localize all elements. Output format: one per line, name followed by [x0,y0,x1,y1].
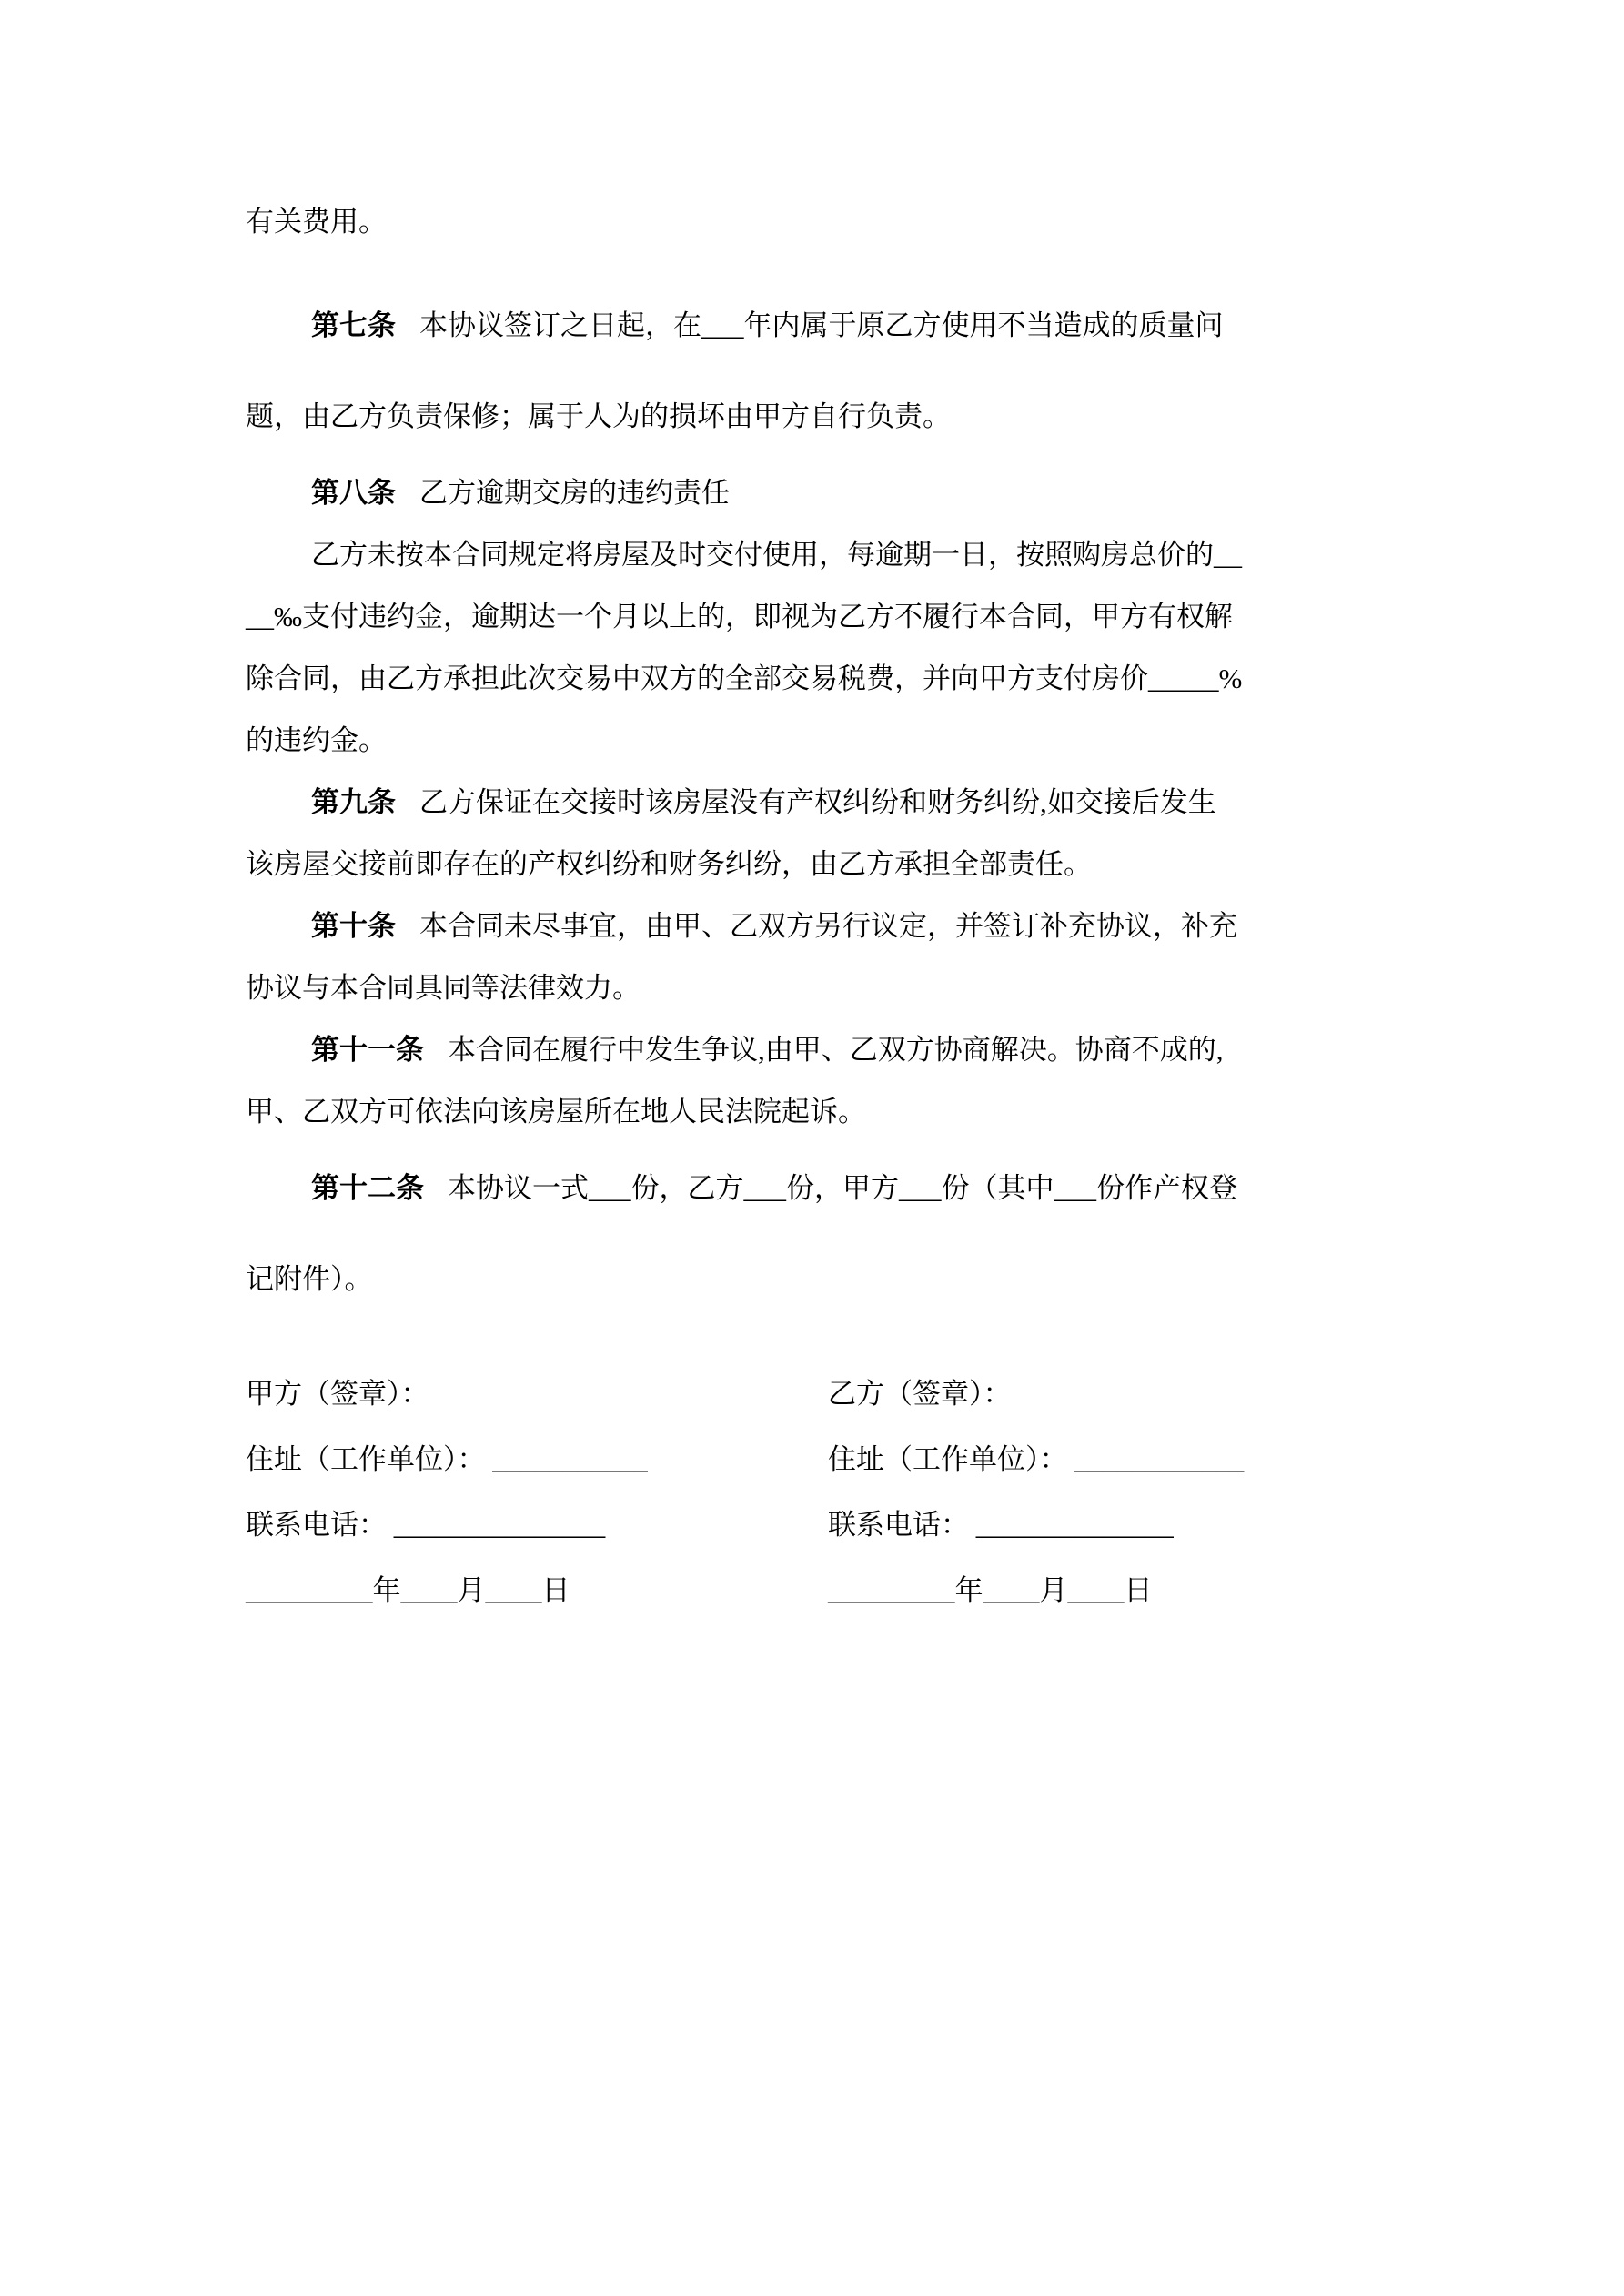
article11-heading-line [246,1019,1380,1081]
article12-heading-line [246,1143,1380,1234]
article8-body-line1: 乙方未按本合同规定将房屋及时交付使用，每逾期一日，按照购房总价的__ [311,539,1242,571]
article10-text: 本合同未尽事宜，由甲、乙双方另行议定，并签订补充协议，补充 [419,910,1237,942]
article11-text: 本合同在履行中发生争议,由甲、乙双方协商解决。协商不成的, [448,1034,1224,1066]
article9-continuation-line: 该房屋交接前即存在的产权纠纷和财务纠纷，由乙方承担全部责任。 [246,848,1092,880]
article8-body-line4: 的违约金。 [246,724,387,756]
article8-label: 第八条 [311,477,396,509]
party-b-phone-line: 联系电话： ______________ [828,1509,1174,1541]
article11-label: 第十一条 [311,1034,424,1066]
article7-heading-line [246,280,1380,371]
article12-continuation-line: 记附件）。 [246,1263,373,1295]
party-a-phone-line: 联系电话： _______________ [246,1509,606,1541]
party-a-signature-block [246,1361,828,1623]
article7-continuation-line: 题，由乙方负责保修；属于人为的损坏由甲方自行负责。 [246,400,951,432]
article9-heading-line [246,772,1380,834]
signature-section [246,1361,1380,1623]
article10-continuation-line: 协议与本合同具同等法律效力。 [246,972,641,1004]
article8-heading-line [246,462,1380,524]
article10-heading-line [246,895,1380,957]
article8-body-line2: __‰支付违约金，逾期达一个月以上的，即视为乙方不履行本合同，甲方有权解 [246,601,1233,632]
article7-label: 第七条 [311,309,396,341]
article12-text: 本协议一式___份，乙方___份，甲方___份（其中___份作产权登 [448,1172,1237,1204]
article12-label: 第十二条 [311,1172,424,1204]
party-a-address-line: 住址（工作单位）： ___________ [246,1443,648,1475]
closing-line: 有关费用。 [246,206,387,238]
article10-label: 第十条 [311,910,396,942]
party-a-seal-line: 甲方（签章）： [246,1378,429,1410]
article7-text: 本协议签订之日起，在___年内属于原乙方使用不当造成的质量问 [419,309,1224,341]
article8-body-line3: 除合同，由乙方承担此次交易中双方的全部交易税费，并向甲方支付房价_____% [246,663,1243,694]
party-b-address-line: 住址（工作单位）： ____________ [828,1443,1245,1475]
article11-continuation-line: 甲、乙双方可依法向该房屋所在地人民法院起诉。 [246,1096,866,1128]
article9-text: 乙方保证在交接时该房屋没有产权纠纷和财务纠纷,如交接后发生 [419,786,1216,818]
party-a-date-line: _________年____月____日 [246,1574,570,1606]
party-b-date-line: _________年____月____日 [828,1574,1153,1606]
article8-title: 乙方逾期交房的违约责任 [419,477,730,509]
article9-label: 第九条 [311,786,396,818]
party-b-seal-line: 乙方（签章）： [828,1378,1012,1410]
party-b-signature-block [828,1361,1380,1623]
